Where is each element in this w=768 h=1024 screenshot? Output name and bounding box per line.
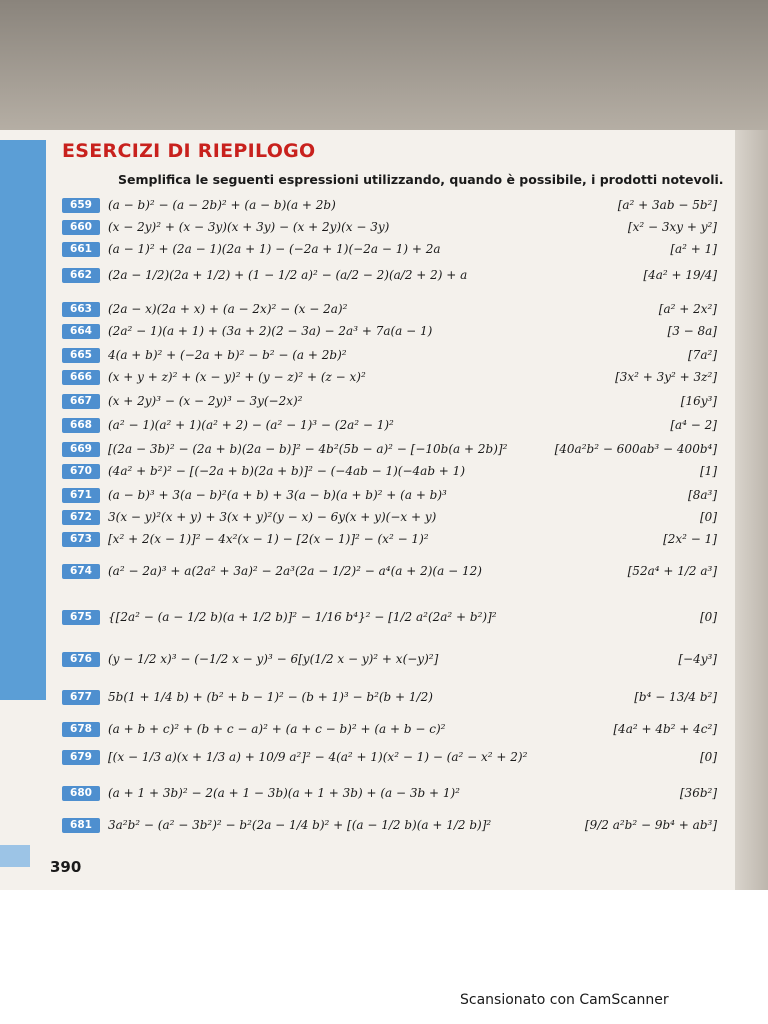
exercise-row [62,562,717,584]
exercise-row [62,608,717,630]
exercise-number-badge: 675 [62,610,100,625]
exercise-row [62,440,717,462]
exercise-row [62,266,717,288]
exercise-number-badge: 661 [62,242,100,257]
exercise-expression: (a² − 2a)³ + a(2a² + 3a)² − 2a³(2a − 1/2)² − a⁴(a + 2)(a − 12) [108,564,482,578]
exercise-row [62,486,717,508]
exercise-expression: {[2a² − (a − 1/2 b)(a + 1/2 b)]² − 1/16 b⁴}² − [1/2 a²(2a² + b²)]² [108,610,497,624]
exercise-expression: (x + y + z)² + (x − y)² + (y − z)² + (z − x)² [108,370,366,384]
exercise-answer: [16y³] [680,394,717,408]
exercise-number-badge: 663 [62,302,100,317]
exercise-number-badge: 676 [62,652,100,667]
exercise-number-badge: 664 [62,324,100,339]
exercise-expression: 4(a + b)² + (−2a + b)² − b² − (a + 2b)² [108,348,347,362]
exercise-row [62,346,717,368]
exercise-answer: [52a⁴ + 1/2 a³] [627,564,717,578]
scanner-footer: Scansionato con CamScanner [460,992,669,1008]
exercise-row [62,784,717,806]
exercise-answer: [b⁴ − 13/4 b²] [634,690,717,704]
page-number: 390 [50,858,82,876]
exercise-number-badge: 668 [62,418,100,433]
instruction-text: Semplifica le seguenti espressioni utilizzando, quando è possibile, i prodotti notevoli. [118,172,724,187]
exercise-number-badge: 665 [62,348,100,363]
exercise-answer: [2x² − 1] [663,532,717,546]
exercise-expression: (2a² − 1)(a + 1) + (3a + 2)(2 − 3a) − 2a³ + 7a(a − 1) [108,324,433,338]
exercise-expression: [(2a − 3b)² − (2a + b)(2a − b)]² − 4b²(5b − a)² − [−10b(a + 2b)]² [108,442,508,456]
exercise-answer: [a² + 1] [670,242,717,256]
exercise-number-badge: 679 [62,750,100,765]
exercise-row [62,196,717,218]
exercise-row [62,462,717,484]
exercise-answer: [x² − 3xy + y²] [627,220,717,234]
side-color-tab-small [0,845,30,867]
exercise-row [62,322,717,344]
exercise-number-badge: 672 [62,510,100,525]
exercise-row [62,240,717,262]
exercise-row [62,720,717,742]
exercise-number-badge: 669 [62,442,100,457]
exercise-expression: (4a² + b²)² − [(−2a + b)(2a + b)]² − (−4ab − 1)(−4ab + 1) [108,464,465,478]
exercise-answer: [7a²] [688,348,717,362]
exercise-expression: (a² − 1)(a² + 1)(a² + 2) − (a² − 1)³ − (2a² − 1)² [108,418,394,432]
exercise-expression: 3(x − y)²(x + y) + 3(x + y)²(y − x) − 6y(x + y)(−x + y) [108,510,437,524]
exercise-answer: [−4y³] [678,652,717,666]
exercise-number-badge: 681 [62,818,100,833]
page-edge [735,130,768,890]
exercise-number-badge: 671 [62,488,100,503]
exercise-number-badge: 674 [62,564,100,579]
exercise-expression: (x + 2y)³ − (x − 2y)³ − 3y(−2x)² [108,394,303,408]
exercise-expression: (y − 1/2 x)³ − (−1/2 x − y)³ − 6[y(1/2 x − y)² + x(−y)²] [108,652,439,666]
exercise-expression: (a + 1 + 3b)² − 2(a + 1 − 3b)(a + 1 + 3b) + (a − 3b + 1)² [108,786,460,800]
exercise-answer: [1] [700,464,717,478]
exercise-answer: [a² + 2x²] [658,302,717,316]
exercise-number-badge: 673 [62,532,100,547]
exercise-expression: (a + b + c)² + (b + c − a)² + (a + c − b)² + (a + b − c)² [108,722,446,736]
exercise-answer: [3 − 8a] [667,324,717,338]
exercise-row [62,748,717,770]
exercise-number-badge: 659 [62,198,100,213]
exercise-answer: [40a²b² − 600ab³ − 400b⁴] [554,442,717,456]
exercise-row [62,650,717,672]
exercise-answer: [9/2 a²b² − 9b⁴ + ab³] [584,818,717,832]
scan-background-top [0,0,768,130]
exercise-answer: [0] [700,750,717,764]
exercise-answer: [8a³] [688,488,717,502]
exercise-number-badge: 662 [62,268,100,283]
exercise-expression: 5b(1 + 1/4 b) + (b² + b − 1)² − (b + 1)³ − b²(b + 1/2) [108,690,433,704]
exercise-expression: (2a − 1/2)(2a + 1/2) + (1 − 1/2 a)² − (a/2 − 2)(a/2 + 2) + a [108,268,468,282]
exercise-expression: 3a²b² − (a² − 3b²)² − b²(2a − 1/4 b)² + [(a − 1/2 b)(a + 1/2 b)]² [108,818,492,832]
exercise-expression: (a − b)² − (a − 2b)² + (a − b)(a + 2b) [108,198,336,212]
exercise-answer: [a² + 3ab − 5b²] [617,198,717,212]
exercise-expression: (2a − x)(2a + x) + (a − 2x)² − (x − 2a)² [108,302,348,316]
exercise-answer: [4a² + 4b² + 4c²] [613,722,717,736]
exercise-number-badge: 660 [62,220,100,235]
exercise-answer: [3x² + 3y² + 3z²] [615,370,717,384]
exercise-expression: (a − 1)² + (2a − 1)(2a + 1) − (−2a + 1)(−2a − 1) + 2a [108,242,441,256]
exercise-number-badge: 670 [62,464,100,479]
exercise-number-badge: 667 [62,394,100,409]
exercise-answer: [4a² + 19/4] [643,268,717,282]
section-title: ESERCIZI DI RIEPILOGO [62,140,316,162]
exercise-row [62,530,717,552]
exercise-row [62,218,717,240]
exercise-answer: [a⁴ − 2] [670,418,717,432]
exercise-row [62,368,717,390]
exercise-expression: [x² + 2(x − 1)]² − 4x²(x − 1) − [2(x − 1)]² − (x² − 1)² [108,532,429,546]
exercise-number-badge: 666 [62,370,100,385]
exercise-answer: [0] [700,610,717,624]
exercise-row [62,300,717,322]
exercise-expression: [(x − 1/3 a)(x + 1/3 a) + 10/9 a²]² − 4(a² + 1)(x² − 1) − (a² − x² + 2)² [108,750,528,764]
exercise-answer: [36b²] [679,786,717,800]
exercise-row [62,816,717,838]
exercise-number-badge: 677 [62,690,100,705]
exercise-expression: (a − b)³ + 3(a − b)²(a + b) + 3(a − b)(a + b)² + (a + b)³ [108,488,447,502]
exercise-row [62,416,717,438]
exercise-expression: (x − 2y)² + (x − 3y)(x + 3y) − (x + 2y)(x − 3y) [108,220,390,234]
exercise-number-badge: 678 [62,722,100,737]
exercise-number-badge: 680 [62,786,100,801]
exercise-answer: [0] [700,510,717,524]
exercise-row [62,392,717,414]
exercise-row [62,688,717,710]
exercise-row [62,508,717,530]
side-color-tab [0,140,46,700]
